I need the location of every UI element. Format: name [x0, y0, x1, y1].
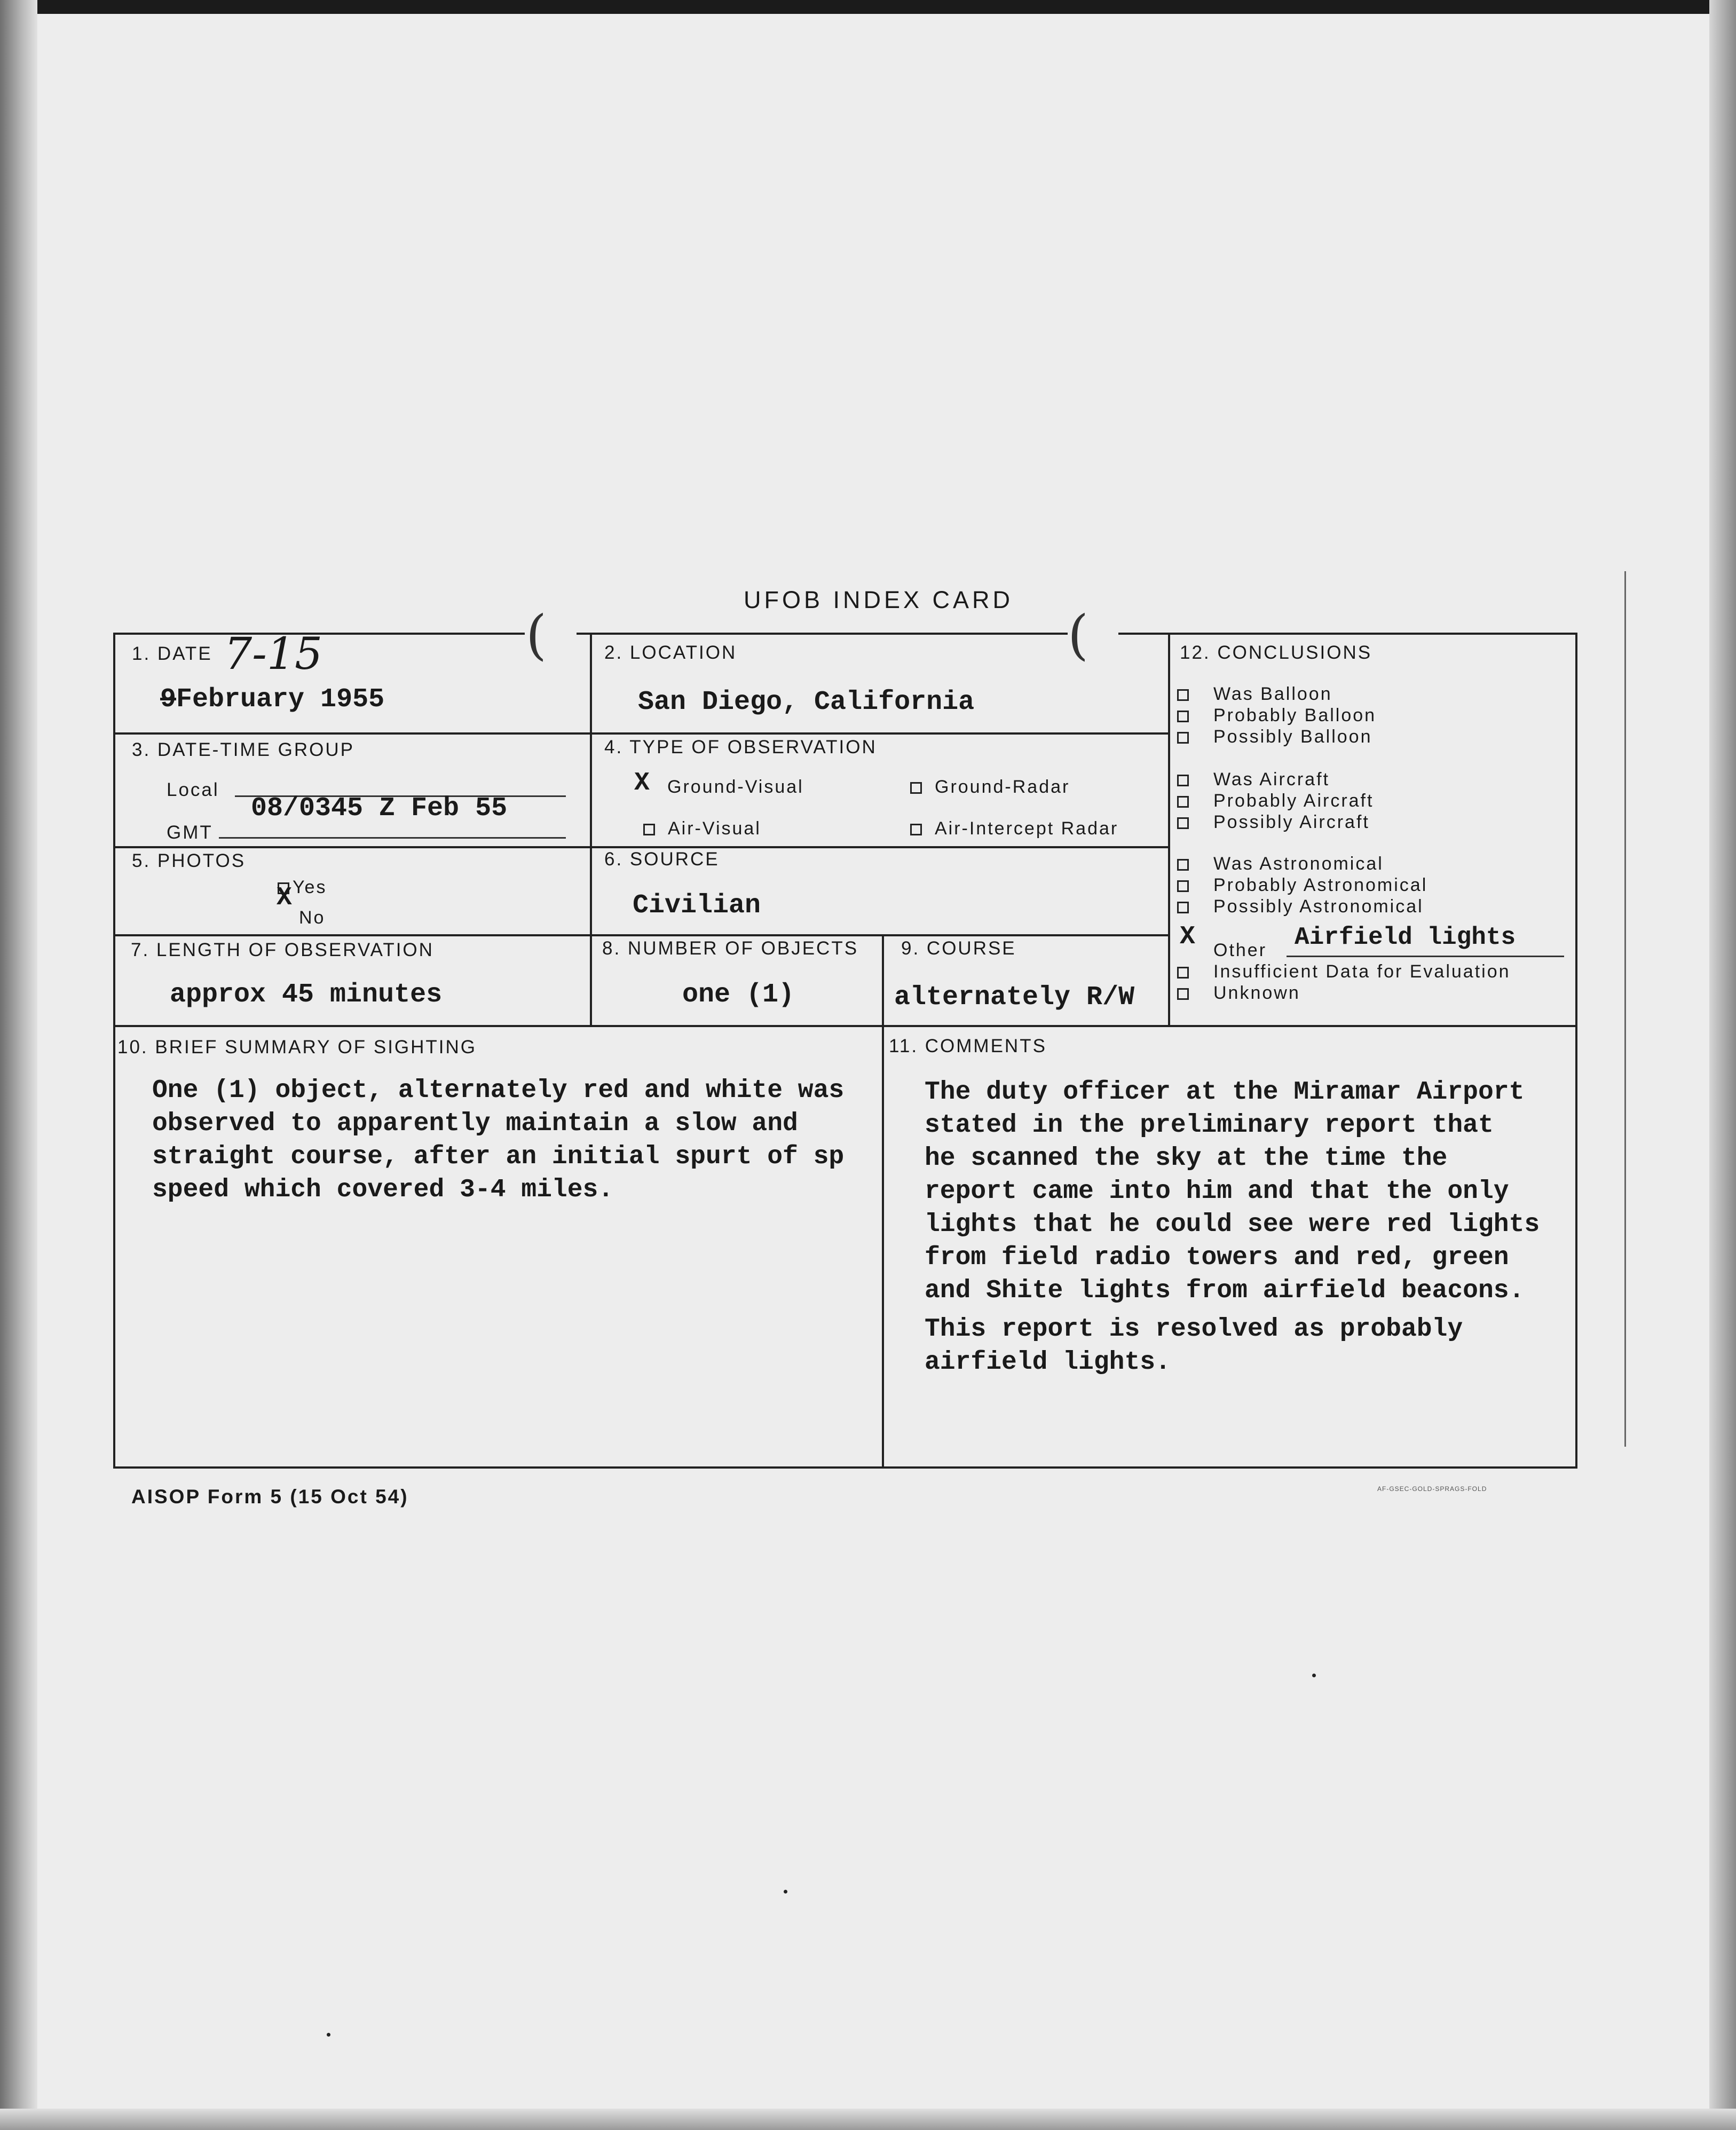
checkbox-was-aircraft[interactable] — [1177, 775, 1189, 786]
conclusion-unknown[interactable] — [1177, 982, 1300, 1004]
dtg-label: 3. DATE-TIME GROUP — [132, 739, 354, 760]
comments-text — [925, 1076, 1540, 1379]
conclusion-possibly-balloon-label: Possibly Balloon — [1213, 727, 1372, 747]
comment-line: and Shite lights from airfield beacons. — [925, 1276, 1525, 1305]
source-label: 6. SOURCE — [604, 849, 720, 870]
date-struck-day: 9 — [160, 684, 177, 715]
option-air-intercept-radar[interactable] — [910, 818, 1118, 839]
checkbox-unknown[interactable] — [1177, 988, 1189, 1000]
checkbox-possibly-astronomical[interactable] — [1177, 902, 1189, 913]
conclusion-unknown-label: Unknown — [1213, 983, 1300, 1003]
checkbox-insufficient-data[interactable] — [1177, 967, 1189, 979]
conclusion-probably-aircraft-label: Probably Aircraft — [1213, 791, 1374, 811]
option-air-visual-label: Air-Visual — [668, 818, 761, 839]
observation-type-label: 4. TYPE OF OBSERVATION — [604, 737, 877, 758]
photos-no[interactable] — [278, 908, 325, 928]
photos-yes-label: Yes — [293, 877, 327, 897]
conclusion-was-astronomical[interactable] — [1177, 853, 1384, 874]
checkbox-probably-balloon[interactable] — [1177, 711, 1189, 722]
grid-row-4 — [113, 1025, 1577, 1027]
conclusion-other-label: Other — [1213, 940, 1267, 960]
comments-label: 11. COMMENTS — [889, 1036, 1047, 1056]
summary-line: One (1) object, alternately red and white was — [152, 1076, 845, 1105]
checkbox-air-intercept-radar[interactable] — [910, 824, 922, 835]
grid-row-1 — [113, 732, 1169, 735]
conclusion-was-aircraft[interactable] — [1177, 769, 1330, 790]
comment-line: stated in the preliminary report that — [925, 1111, 1494, 1140]
grid-divider-2 — [1168, 633, 1170, 1026]
conclusion-probably-astronomical[interactable] — [1177, 874, 1427, 896]
card-left-border — [113, 633, 115, 1468]
option-ground-radar[interactable] — [910, 777, 1070, 798]
dtg-local-label: Local — [167, 779, 219, 800]
form-footer: AISOP Form 5 (15 Oct 54) — [131, 1486, 409, 1508]
conclusion-other[interactable] — [1177, 940, 1267, 961]
photos-label: 5. PHOTOS — [132, 850, 246, 871]
conclusion-was-balloon[interactable] — [1177, 683, 1332, 705]
conclusion-insufficient-data[interactable] — [1177, 961, 1511, 982]
location-value: San Diego, California — [638, 687, 975, 717]
option-ground-visual[interactable] — [645, 777, 804, 798]
scan-edge-bottom — [0, 2109, 1736, 2130]
grid-divider-objects-course — [882, 934, 884, 1026]
checkbox-probably-aircraft[interactable] — [1177, 796, 1189, 808]
scan-edge-right — [1709, 0, 1736, 2130]
objects-label: 8. NUMBER OF OBJECTS — [602, 938, 859, 959]
course-value: alternately R/W — [894, 982, 1135, 1013]
checkbox-was-balloon[interactable] — [1177, 689, 1189, 701]
conclusion-was-balloon-label: Was Balloon — [1213, 684, 1332, 704]
photos-no-mark: X — [277, 883, 292, 912]
conclusion-probably-balloon[interactable] — [1177, 705, 1376, 726]
conclusion-probably-balloon-label: Probably Balloon — [1213, 705, 1377, 725]
scan-speck — [327, 2033, 330, 2037]
conclusion-possibly-aircraft[interactable] — [1177, 811, 1370, 833]
comment-line: lights that he could see were red lights — [925, 1210, 1540, 1239]
date-handwritten: 7-15 — [224, 629, 323, 680]
objects-value: one (1) — [682, 980, 795, 1010]
option-ground-radar-label: Ground-Radar — [935, 777, 1070, 797]
summary-text — [152, 1074, 844, 1206]
date-label: 1. DATE — [132, 643, 212, 664]
checkbox-possibly-aircraft[interactable] — [1177, 817, 1189, 829]
form-small-print: AF-GSEC-GOLD-SPRAGS-FOLD — [1377, 1485, 1487, 1493]
conclusion-possibly-astronomical[interactable] — [1177, 896, 1424, 917]
ground-visual-mark: X — [634, 769, 650, 798]
comment-line: airfield lights. — [925, 1348, 1171, 1377]
option-air-visual[interactable] — [643, 818, 761, 839]
checkbox-was-astronomical[interactable] — [1177, 859, 1189, 871]
conclusion-probably-aircraft[interactable] — [1177, 790, 1374, 811]
summary-line: straight course, after an initial spurt of sp — [152, 1142, 845, 1171]
dtg-gmt-line — [219, 837, 566, 839]
checkbox-probably-astronomical[interactable] — [1177, 880, 1189, 892]
checkbox-air-visual[interactable] — [643, 824, 655, 835]
comment-line: The duty officer at the Miramar Airport — [925, 1078, 1525, 1107]
scan-speck — [1312, 1674, 1316, 1677]
card-outer-edge — [1624, 571, 1626, 1447]
conclusion-possibly-aircraft-label: Possibly Aircraft — [1213, 812, 1370, 832]
conclusion-was-aircraft-label: Was Aircraft — [1213, 769, 1330, 790]
card-top-border-middle — [577, 633, 1068, 635]
source-value: Civilian — [633, 890, 761, 921]
conclusion-possibly-balloon[interactable] — [1177, 726, 1372, 747]
checkbox-ground-radar[interactable] — [910, 782, 922, 794]
conclusion-probably-astronomical-label: Probably Astronomical — [1213, 875, 1428, 895]
card-top-border-right — [1118, 633, 1577, 635]
option-air-intercept-radar-label: Air-Intercept Radar — [935, 818, 1119, 839]
comment-line: he scanned the sky at the time the — [925, 1144, 1448, 1173]
checkbox-possibly-balloon[interactable] — [1177, 732, 1189, 744]
course-label: 9. COURSE — [901, 938, 1016, 959]
card-right-border — [1575, 633, 1577, 1468]
card-title: UFOB INDEX CARD — [744, 586, 1014, 613]
conclusion-other-line — [1287, 956, 1564, 957]
conclusion-insufficient-data-label: Insufficient Data for Evaluation — [1213, 961, 1511, 982]
border-bracket-left: ( — [526, 604, 547, 666]
length-value: approx 45 minutes — [170, 980, 443, 1010]
date-value — [160, 684, 384, 715]
scan-edge-left — [0, 0, 37, 2130]
grid-row-2 — [113, 846, 1169, 848]
conclusion-possibly-astronomical-label: Possibly Astronomical — [1213, 896, 1424, 917]
comment-line: report came into him and that the only — [925, 1177, 1509, 1206]
summary-line: observed to apparently maintain a slow and — [152, 1109, 798, 1138]
date-month-year: February 1955 — [176, 684, 385, 715]
conclusion-was-astronomical-label: Was Astronomical — [1213, 854, 1384, 874]
border-bracket-right: ( — [1068, 604, 1089, 666]
scan-edge-top — [0, 0, 1736, 14]
dtg-value: 08/0345 Z Feb 55 — [251, 793, 508, 824]
length-label: 7. LENGTH OF OBSERVATION — [131, 940, 434, 960]
photos-no-label: No — [299, 908, 326, 928]
grid-divider-1 — [590, 633, 592, 1026]
conclusion-other-value: Airfield lights — [1295, 924, 1516, 951]
scan-speck — [784, 1890, 787, 1894]
comment-line: This report is resolved as probably — [925, 1315, 1463, 1344]
conclusions-label: 12. CONCLUSIONS — [1180, 642, 1372, 663]
grid-row-3 — [113, 934, 1169, 936]
summary-line: speed which covered 3-4 miles. — [152, 1176, 614, 1204]
dtg-gmt-label: GMT — [167, 822, 213, 843]
summary-label: 10. BRIEF SUMMARY OF SIGHTING — [117, 1037, 477, 1058]
comment-line: from field radio towers and red, green — [925, 1243, 1509, 1272]
location-label: 2. LOCATION — [604, 642, 737, 663]
other-mark: X — [1180, 922, 1195, 951]
card-bottom-border — [113, 1466, 1577, 1469]
option-ground-visual-label: Ground-Visual — [667, 777, 804, 797]
